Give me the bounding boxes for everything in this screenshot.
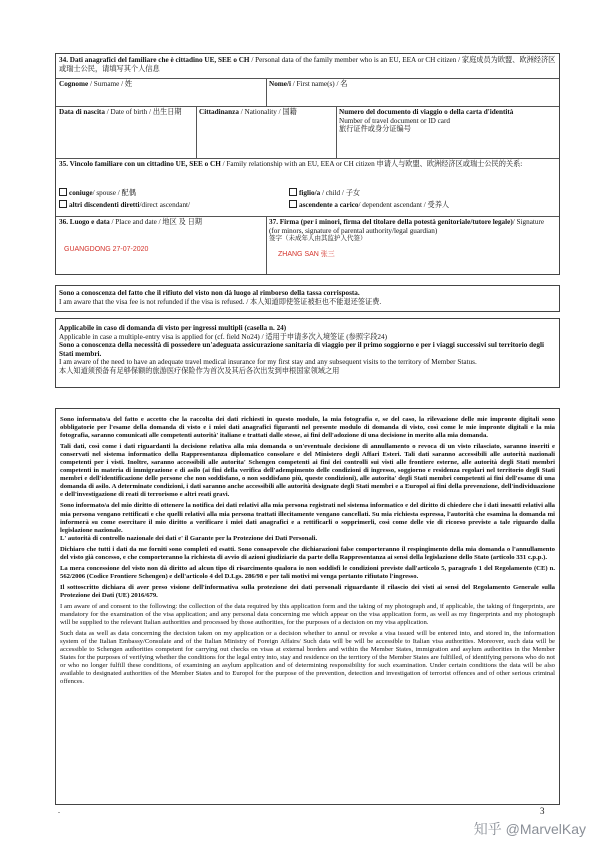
- fee-notice: [56, 287, 559, 308]
- child-label-bold: figlio/a: [299, 189, 321, 197]
- fee-notice-box: [55, 285, 560, 312]
- place-date-value: GUANGDONG 27-07-2020: [64, 246, 149, 253]
- declaration-p5: La mera concessione del visto non dà diritto ad alcun tipo di risarcimento qualora io non soddisfi le condizioni previste dall'articolo 5, paragrafo 1 del Regolamento (CE) n. 562/2006 (Codice Frontiere Schengen) e dell'articolo 4 del D.Lgs. 286/98 e per tali motivi mi venga pertanto rifiutato l'ingresso.: [60, 564, 555, 580]
- page-number: 3: [540, 806, 545, 816]
- direct-ascendant-checkbox[interactable]: [59, 200, 67, 208]
- declaration-p2: Tali dati, così come i dati riguardanti la decisione relativa alla mia domanda o un'eventuale decisione di annullamento o revoca di un visto rilasciato, saranno inseriti e conservati nel sistema informatico della Rappresentanza diplomatico consolare e del Ministero degli Affari Esteri. Tali dati saranno accessibili alle autorità nazionali competenti per i visti. Inoltre, saranno accessibili alle autorita' Schengen competenti ai fini dei controlli sui visti alle frontiere esterne, alle autorità degli Stati membri competenti in materia di immigrazione e di asilo (ai fini della verifica dell'adempimento delle condizioni di ingresso, soggiorno e residenza regolari nel territorio degli Stati membri e dell'identificazione delle persone che non soddisfano, o non soddisfano più, queste condizioni), alle autorita' degli Stati membri competenti ai fini dell'esame di una domanda di asilo. A determinate condizioni, i dati saranno anche accessibili alle autorità designate degli Stati membri e a Europol ai fini della prevenzione, dell'individuazione e dell'investigazione di reati di terrorismo e altri reati gravi.: [60, 443, 555, 499]
- insurance-line-1: Applicabile in caso di domanda di visto per ingressi multipli (casella n. 24): [59, 324, 287, 332]
- place-date-field[interactable]: [56, 216, 266, 274]
- insurance-notice-box: [55, 318, 560, 388]
- section-36-rest: / Place and date / 地区 及 日期: [109, 218, 202, 226]
- surname-field[interactable]: [56, 78, 266, 106]
- direct-label-bold: altri discendenti diretti: [69, 201, 140, 209]
- surname-label-rest: / Surname / 姓: [88, 80, 133, 88]
- declaration-p4: Dichiaro che tutti i dati da me forniti sono completi ed esatti. Sono consapevole che dichiarazioni false comporteranno il respingimento della mia domanda o l'annullamento del visto già concesso, e che comporteranno la richiesta di avvio di azioni giudiziarie da parte della Rappresentanza ai sensi della legislazione dello Stato (articolo 331 c.p.p.).: [60, 545, 555, 561]
- docnum-label-en: Number of travel document or ID card: [339, 116, 450, 125]
- footer-dot: .: [58, 806, 60, 815]
- dob-label-rest: / Date of birth / 出生日期: [104, 108, 182, 116]
- spouse-label-rest: / spouse / 配偶: [92, 189, 136, 197]
- child-label-rest: / child / 子女: [320, 189, 361, 197]
- dob-label-bold: Data di nascita: [59, 108, 105, 116]
- insurance-line-2: Applicable in case a multiple-entry visa is applied for (cf. field No24) / 适用于申请多次入境签证 (参照字段24): [59, 332, 387, 341]
- nationality-label-rest: / Nationality / 国籍: [238, 108, 297, 116]
- firstname-label-rest: / First name(s) / 名: [290, 80, 348, 88]
- section-35-heading-rest: / Family relationship with an EU, EEA or CH citizen 申请人与欧盟、欧洲经济区或瑞士公民的关系:: [220, 160, 523, 168]
- option-dependent-ascendant[interactable]: [289, 200, 554, 210]
- fee-line-it: Sono a conoscenza del fatto che il rifiuto del visto non dà luogo al rimborso della tassa corrisposta.: [59, 289, 360, 297]
- section-37-cn: 签字（未成年人由其监护人代签）: [269, 235, 367, 243]
- declaration-p7: I am aware of and consent to the following: the collection of the data required by this application form and the taking of my photograph and, if applicable, the taking of fingerprints, are mandatory for the examination of the visa application; and any personal data concerning me which appear on the visa application form, as well as my fingerprints and my photograph will be supplied to the relevant Italian authorities and processed by those authorities, for the purposes of a decision on my visa application.: [60, 602, 555, 627]
- option-child[interactable]: [289, 188, 549, 198]
- section-35: [56, 158, 559, 216]
- dependent-label-rest: / dependent ascendant / 受养人: [358, 201, 450, 209]
- section-35-heading: [59, 160, 556, 169]
- section-34-heading-rest: / Personal data of the family member who is an EU, EEA or CH citizen / 家庭成员为欧盟、欧洲经济区或瑞士公民，请填写其个人信息: [59, 56, 556, 73]
- docnum-label-cn: 旅行证件或身分证编号: [339, 125, 411, 134]
- spouse-label-bold: coniuge: [69, 189, 93, 197]
- section-37-bold: 37. Firma (per i minori, firma del titolare della potestà genitoriale/tutore legale): [269, 218, 513, 226]
- option-direct-ascendant[interactable]: [59, 200, 284, 210]
- signature-field[interactable]: [266, 216, 559, 274]
- surname-label-bold: Cognome: [59, 80, 89, 88]
- section-34-heading: [56, 54, 559, 78]
- declaration-p6: Il sottoscritto dichiara di aver preso visione dell'informativa sulla protezione dei dati personali riguardante il rilascio dei visti ai sensi del Regolamento Generale sulla Protezione dei Dati (UE) 2016/679.: [60, 583, 555, 599]
- dependent-ascendant-checkbox[interactable]: [289, 200, 297, 208]
- date-of-birth-field[interactable]: [56, 106, 196, 158]
- section-34-heading-bold: 34. Dati anagrafici del familiare che è cittadino UE, SEE o CH: [59, 56, 250, 64]
- docnum-label-bold: Numero del documento di viaggio o della carta d'identità: [339, 108, 514, 116]
- watermark: 知乎 @MarvelKay: [473, 821, 586, 837]
- section-36-bold: 36. Luogo e data: [59, 218, 110, 226]
- section-35-heading-bold: 35. Vincolo familiare con un cittadino UE, SEE o CH: [59, 160, 221, 168]
- spouse-checkbox[interactable]: [59, 188, 67, 196]
- declaration-p1: Sono informato/a del fatto e accetto che la raccolta dei dati richiesti in questo modulo, la mia fotografia e, se del caso, la rilevazione delle mie impronte digitali sono obbligatorie per l'esame della domanda di visto e i miei dati anagrafici figuranti nel presente modulo di domanda di visto, così come le mie impronte digitali e la mia fotografia, saranno comunicati alle competenti autorità' italiane e trattati dalle stesse, ai fini dell'adozione di una decisione in merito alla mia domanda.: [60, 416, 555, 440]
- declaration-p8: Such data as well as data concerning the decision taken on my application or a decision whether to annul or revoke a visa issued will be entered into, and stored in, the information system of the Italian Embassy/Consulate and of the Italian Ministry of Foreign Affairs/ Such data will be will be accessible to Italian visa authorities. Moreover, such data will be accessible to Schengen authorities competent for carrying out checks on visas at external borders and within the Member States, immigration and asylum authorities in the Member States for the purposes of verifying whether the conditions for the legal entry into, stay and residence on the territory of the Member States are fulfilled, of identifying persons who do not or who no longer fulfill these conditions, of examining an asylum application and of determining responsibility for such examination. Under certain conditions the data will be also available to designated authorities of the Member States and to Europol for the purpose of the prevention, detection and investigation of terrorist offences and of other serious criminal offences.: [60, 630, 555, 686]
- direct-label-rest: /direct ascendant/: [139, 201, 191, 209]
- signature-value: ZHANG SAN 张三: [278, 251, 335, 258]
- nationality-field[interactable]: [196, 106, 336, 158]
- insurance-line-3: Sono a conoscenza della necessità di possedere un'adeguata assicurazione sanitaria di viaggio per il primo soggiorno e per i viaggi successivi sul territorio degli Stati membri.: [59, 341, 544, 358]
- declaration-p3: Sono informato/a del mio diritto di ottenere la notifica dei dati relativi alla mia persona registrati nel sistema informatico e del diritto di chiedere che i dati inesatti relativi alla mia persona vengano rettificati e che quelli relativi alla mia persona trattati illecitamente vengano cancellati. Su mia richiesta espressa, l'autorità che esamina la domanda mi informerà su come esercitare il mio diritto a verificare i miei dati anagrafici e a rettificarli o sopprimerli, così come delle vie di ricorso previste a tale riguardo dalla legislazione nazionale.: [60, 502, 555, 534]
- family-member-table: [55, 53, 560, 275]
- insurance-notice: [56, 322, 559, 378]
- fee-line-en: I am aware that the visa fee is not refunded if the visa is refused. / 本人知道即使签证被拒也不能退还签证费.: [59, 297, 382, 306]
- option-spouse[interactable]: [59, 188, 279, 198]
- firstname-field[interactable]: [266, 78, 559, 106]
- declaration-text: [56, 413, 559, 692]
- section-37-rest: / Signature (for minors, signature of parental authority/legal guardian): [269, 218, 545, 235]
- nationality-label-bold: Cittadinanza: [199, 108, 239, 116]
- declaration-p3b: L' autorità di controllo nazionale dei dati e' il Garante per la Protezione dei Dati Personali.: [60, 534, 318, 542]
- insurance-line-4: I am aware of the need to have an adequate travel medical insurance for my first stay and any subsequent visits to the territory of Member Status.: [59, 358, 477, 367]
- dependent-label-bold: ascendente a carico: [299, 201, 359, 209]
- firstname-label-bold: Nome/i: [269, 80, 291, 88]
- declaration-box: [55, 408, 560, 805]
- child-checkbox[interactable]: [289, 188, 297, 196]
- insurance-line-5: 本人知道须预备有足够保额的旅游医疗保险作为首次及其后各次出发到申根国家领域之用: [59, 366, 340, 375]
- document-number-field[interactable]: [336, 106, 559, 158]
